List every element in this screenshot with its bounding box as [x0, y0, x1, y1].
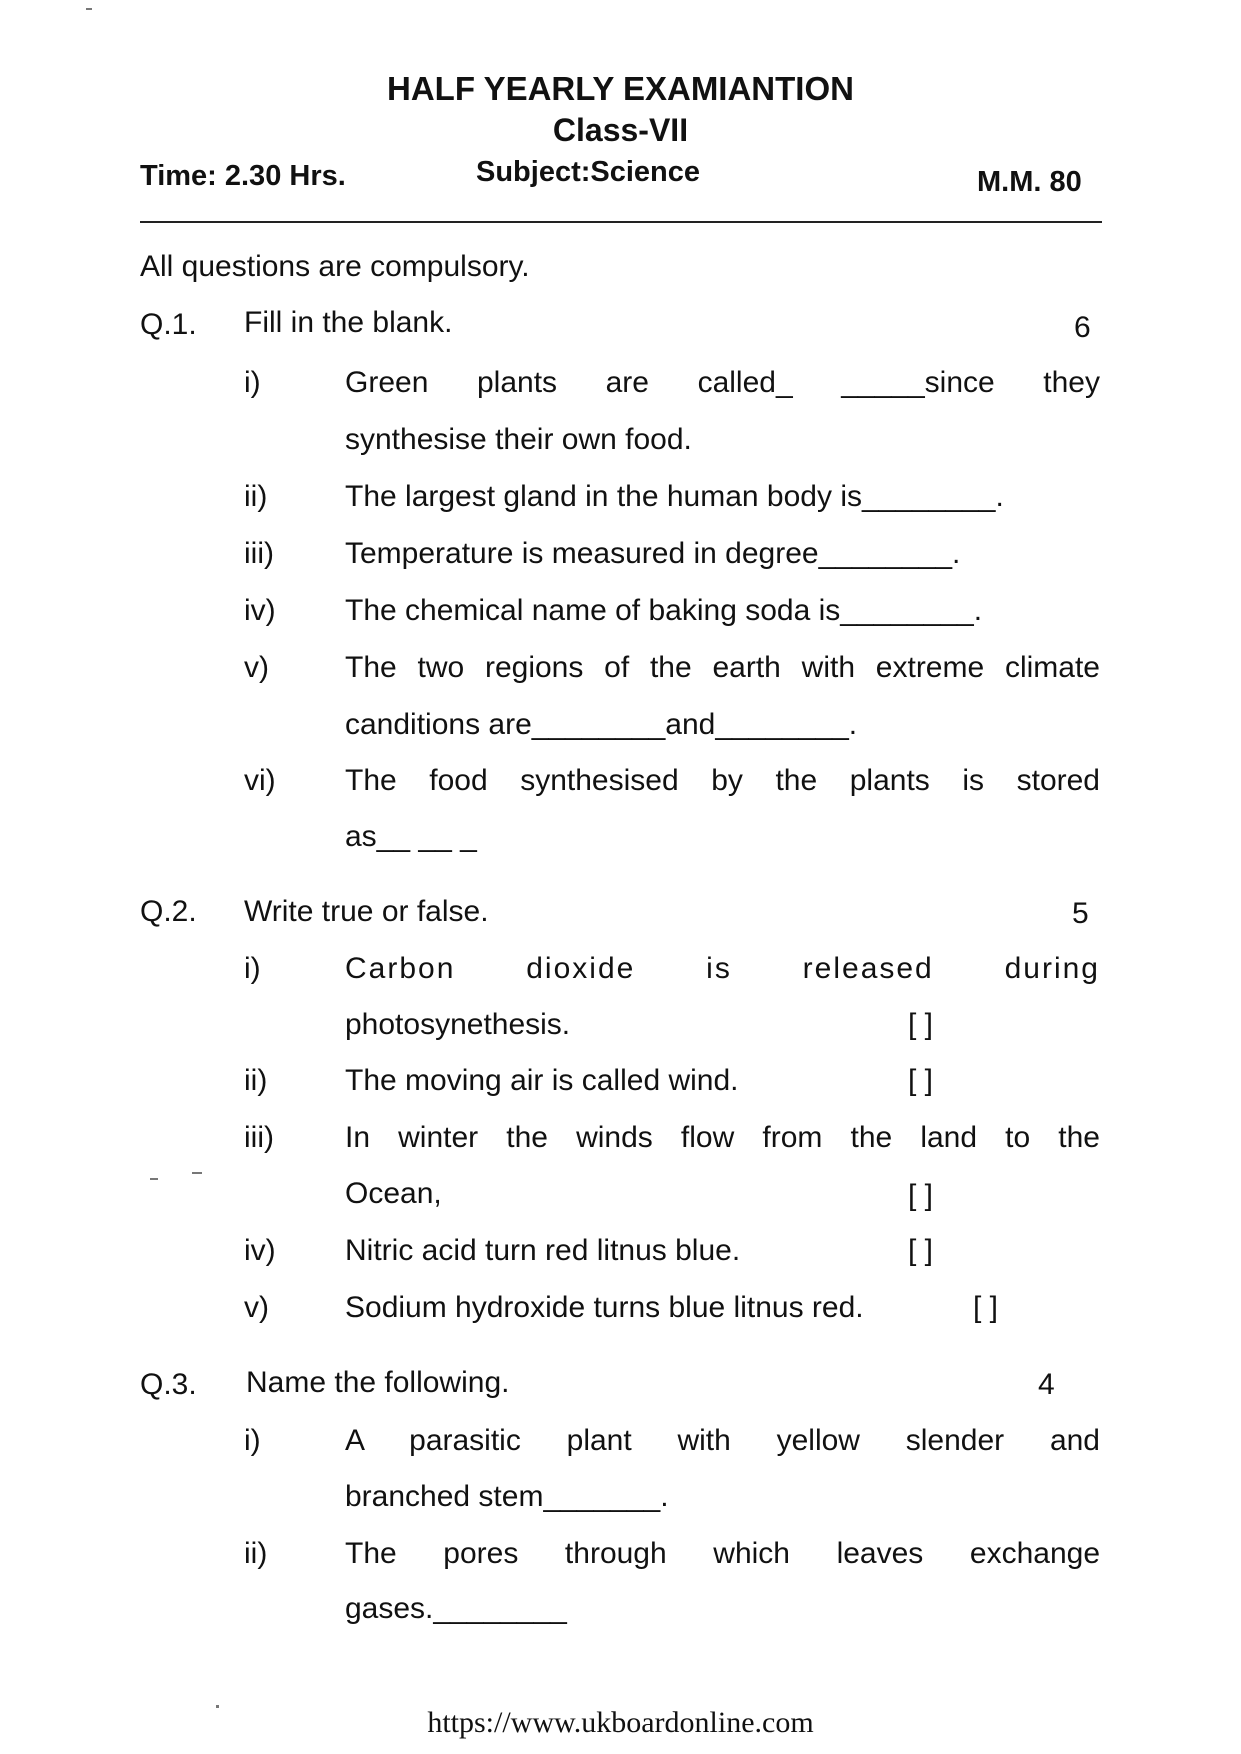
- scan-speck: [192, 1172, 202, 1174]
- q1-item-text: canditions are________and________.: [345, 708, 858, 741]
- q1-item-number: iv): [244, 594, 276, 627]
- q3-title: Name the following.: [246, 1366, 510, 1399]
- q3-item-text: branched stem_______.: [345, 1480, 669, 1513]
- answer-bracket[interactable]: [ ]: [973, 1291, 999, 1324]
- q3-item-text: The pores through which leaves exchange: [345, 1537, 1100, 1570]
- q1-marks: 6: [1074, 311, 1091, 344]
- scan-speck: [86, 8, 92, 10]
- q2-item-text: Carbon dioxide is released during: [345, 952, 1100, 985]
- q1-item-number: v): [244, 651, 269, 684]
- q1-number: Q.1.: [140, 308, 197, 341]
- q1-title: Fill in the blank.: [244, 306, 453, 339]
- class-label: Class-VII: [552, 112, 689, 148]
- q2-title: Write true or false.: [244, 895, 489, 928]
- q2-item-text: Nitric acid turn red litnus blue.: [345, 1234, 741, 1267]
- q1-item-text: Temperature is measured in degree________.: [345, 537, 961, 570]
- q1-item-text: The largest gland in the human body is________.: [345, 480, 1004, 513]
- q2-item-number: iii): [244, 1121, 274, 1154]
- q1-item-text: Green plants are called_ _____since they: [345, 366, 1100, 399]
- answer-bracket[interactable]: [ ]: [908, 1008, 934, 1041]
- q3-item-number: ii): [244, 1537, 268, 1570]
- answer-bracket[interactable]: [ ]: [908, 1234, 934, 1267]
- time-label: Time: 2.30 Hrs.: [140, 160, 346, 192]
- q2-item-number: iv): [244, 1234, 276, 1267]
- instructions: All questions are compulsory.: [140, 250, 530, 283]
- scan-speck: [150, 1178, 158, 1180]
- q2-number: Q.2.: [140, 895, 197, 928]
- q2-item-text: Ocean,: [345, 1177, 442, 1210]
- q2-item-number: v): [244, 1291, 269, 1324]
- q1-item-number: i): [244, 366, 261, 399]
- header-divider: [140, 221, 1102, 223]
- q3-number: Q.3.: [140, 1368, 197, 1401]
- footer-url[interactable]: https://www.ukboardonline.com: [427, 1706, 814, 1739]
- q1-item-text: The chemical name of baking soda is________.: [345, 594, 983, 627]
- answer-bracket[interactable]: [ ]: [908, 1064, 934, 1097]
- q2-marks: 5: [1072, 897, 1089, 930]
- q1-item-text: The food synthesised by the plants is stored: [345, 764, 1100, 797]
- answer-bracket[interactable]: [ ]: [908, 1179, 934, 1212]
- q3-marks: 4: [1038, 1368, 1055, 1401]
- scan-speck: [216, 1705, 219, 1708]
- q2-item-text: photosynethesis.: [345, 1008, 571, 1041]
- q3-item-text: gases.________: [345, 1592, 567, 1625]
- max-marks-label: M.M. 80: [977, 166, 1082, 198]
- q1-item-number: ii): [244, 480, 268, 513]
- q2-item-text: Sodium hydroxide turns blue litnus red.: [345, 1291, 864, 1324]
- q2-item-text: In winter the winds flow from the land to the: [345, 1121, 1100, 1154]
- q2-item-text: The moving air is called wind.: [345, 1064, 739, 1097]
- q1-item-text: The two regions of the earth with extreme climate: [345, 651, 1100, 684]
- q2-item-number: ii): [244, 1064, 268, 1097]
- q3-item-text: A parasitic plant with yellow slender and: [345, 1424, 1100, 1457]
- q1-item-number: iii): [244, 537, 274, 570]
- exam-title: HALF YEARLY EXAMIANTION: [387, 70, 854, 107]
- q1-item-text: as__ __ _: [345, 820, 477, 853]
- q2-item-number: i): [244, 952, 261, 985]
- q1-item-text: synthesise their own food.: [345, 423, 692, 456]
- q1-item-number: vi): [244, 764, 276, 797]
- q3-item-number: i): [244, 1424, 261, 1457]
- subject-label: Subject:Science: [476, 156, 701, 188]
